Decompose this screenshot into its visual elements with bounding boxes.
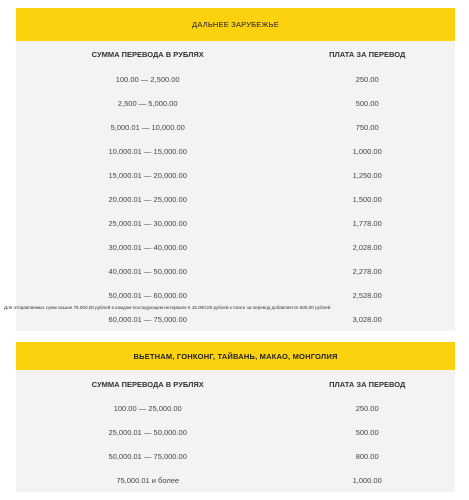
amount-range-cell: 40,000.01 — 50,000.00 xyxy=(108,266,187,276)
column-header-fee: ПЛАТА ЗА ПЕРЕВОД xyxy=(329,50,406,59)
fee-cell: 800.00 xyxy=(355,451,379,461)
table-row xyxy=(16,420,455,444)
fee-cell: 500.00 xyxy=(355,98,379,108)
table-title: ВЬЕТНАМ, ГОНКОНГ, ТАЙВАНЬ, МАКАО, МОНГОЛИЯ xyxy=(16,342,455,370)
fee-cell: 250.00 xyxy=(355,403,379,413)
fee-cell: 1,000.00 xyxy=(352,475,382,485)
amount-range-cell: 15,000.01 — 20,000.00 xyxy=(108,170,187,180)
table-row xyxy=(16,163,455,187)
fee-cell: 1,000.00 xyxy=(352,146,382,156)
table-row xyxy=(16,259,455,283)
amount-range-cell: 100.00 — 2,500.00 xyxy=(115,74,180,84)
column-header-amount: СУММА ПЕРЕВОДА В РУБЛЯХ xyxy=(91,50,204,59)
amount-range-cell: 75,000.01 и более xyxy=(116,475,180,485)
fee-cell: 750.00 xyxy=(355,122,379,132)
amount-range-cell: 20,000.01 — 25,000.00 xyxy=(108,194,187,204)
fee-cell: 2,278.00 xyxy=(352,266,382,276)
asia-fee-table xyxy=(16,342,455,492)
table-row xyxy=(16,139,455,163)
amount-range-cell: 100.00 — 25,000.00 xyxy=(113,403,182,413)
table-row xyxy=(16,468,455,492)
amount-range-cell: 25,000.01 — 30,000.00 xyxy=(108,218,187,228)
fee-cell: 500.00 xyxy=(355,427,379,437)
amount-range-cell: 2,500 — 5,000.00 xyxy=(117,98,178,108)
amount-range-cell: 60,000.01 — 75,000.00 xyxy=(108,314,187,324)
amount-range-cell: 5,000.01 — 10,000.00 xyxy=(110,122,185,132)
table-row xyxy=(16,115,455,139)
table-title: ДАЛЬНЕЕ ЗАРУБЕЖЬЕ xyxy=(16,8,455,41)
table-row xyxy=(16,283,455,307)
amount-range-cell: 50,000.01 — 75,000.00 xyxy=(108,451,187,461)
amount-range-cell: 30,000.01 — 40,000.00 xyxy=(108,242,187,252)
amount-range-cell: 50,000.01 — 60,000.00 xyxy=(108,290,187,300)
amount-range-cell: 25,000.01 — 50,000.00 xyxy=(108,427,187,437)
table-row xyxy=(16,444,455,468)
column-headers xyxy=(16,42,455,67)
table-row xyxy=(16,187,455,211)
table-row xyxy=(16,396,455,420)
fee-cell: 250.00 xyxy=(355,74,379,84)
column-header-fee: ПЛАТА ЗА ПЕРЕВОД xyxy=(329,379,406,389)
fee-cell: 2,528.00 xyxy=(352,290,382,300)
table-row xyxy=(16,211,455,235)
footnote: Для отправляемых сумм свыше 75.000,00 рублей в каждом последующем интервале в 15.000,00 рублей к плате за перевод добавляется 500,00 рублей. xyxy=(4,305,332,310)
fee-cell: 1,778.00 xyxy=(352,218,382,228)
column-header-amount: СУММА ПЕРЕВОДА В РУБЛЯХ xyxy=(91,379,204,389)
fee-cell: 3,028.00 xyxy=(352,314,382,324)
fee-cell: 2,028.00 xyxy=(352,242,382,252)
table-row xyxy=(16,235,455,259)
table-row xyxy=(16,67,455,91)
far-abroad-fee-table xyxy=(16,8,455,331)
fee-cell: 1,500.00 xyxy=(352,194,382,204)
fee-cell: 1,250.00 xyxy=(352,170,382,180)
amount-range-cell: 10,000.01 — 15,000.00 xyxy=(108,146,187,156)
table-row xyxy=(16,91,455,115)
table-row xyxy=(16,307,455,331)
column-headers xyxy=(16,372,455,396)
